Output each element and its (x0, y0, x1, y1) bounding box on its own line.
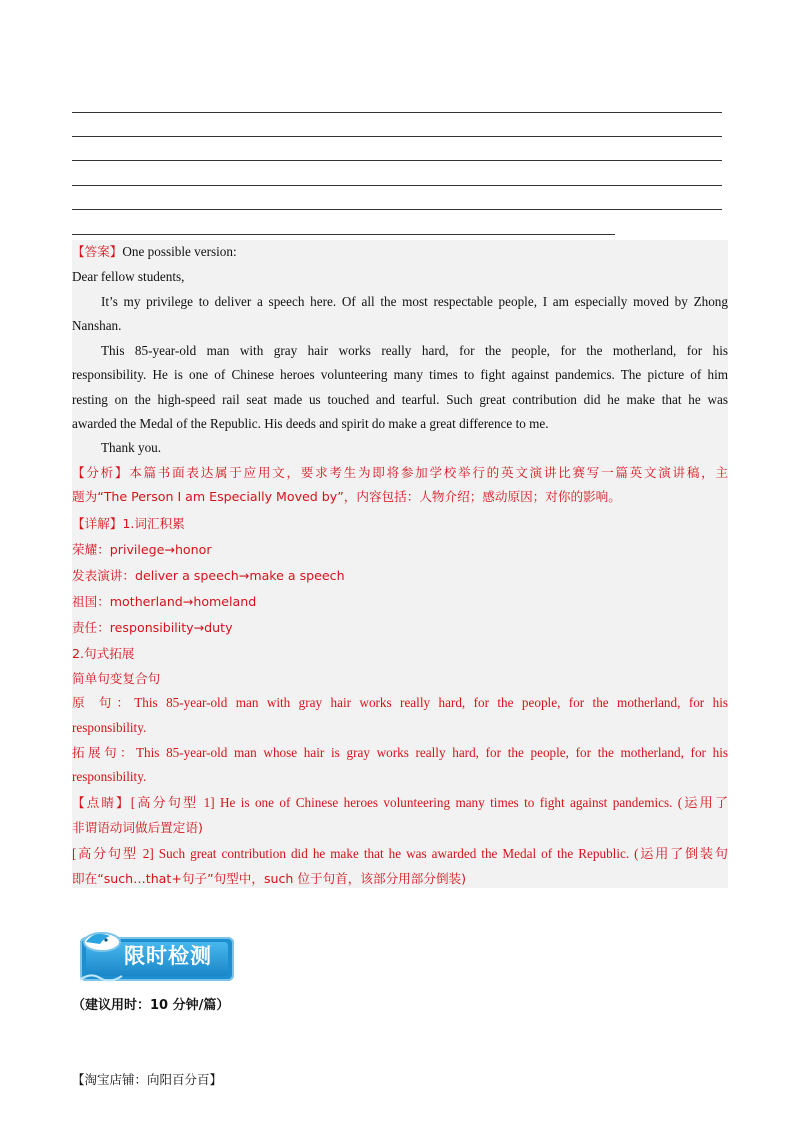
highlight-line: [高分句型 2] Such great contribution did he make that he was awarded the Medal of the Republic. (运用了倒装句 (72, 846, 728, 861)
writing-line (72, 185, 722, 186)
extended-sentence (72, 741, 728, 765)
vocab-item: 责任：responsibility→duty (72, 620, 233, 635)
writing-line (72, 112, 722, 113)
writing-line (72, 136, 722, 137)
writing-line (72, 234, 615, 235)
extended-label: 拓展句： (72, 745, 136, 760)
timed-test-badge (76, 928, 238, 984)
original-label: 原 句： (72, 695, 135, 710)
detail-tag: 【详解】 (72, 516, 123, 531)
essay-line: It’s my privilege to deliver a speech here. Of all the most respectable people, I am especially moved by Zhong (101, 294, 728, 309)
footer-shop: 【淘宝店铺：向阳百分百】 (72, 1072, 223, 1087)
highlight-line: 非谓语动词做后置定语) (72, 820, 203, 835)
suggested-time: （建议用时：10 分钟/篇） (72, 998, 230, 1013)
highlight-tag: 【点睛】 (72, 795, 131, 810)
extended-text: This 85-year-old man whose hair is gray works really hard, for the people, for the motherland, for his (135, 745, 729, 760)
vocab-heading: 1.词汇积累 (122, 516, 185, 531)
essay-closing: Thank you. (101, 440, 162, 455)
writing-line (72, 160, 722, 161)
dolphin-icon (76, 928, 126, 984)
vocab-item: 荣耀：privilege→honor (72, 542, 212, 557)
analysis-text: 本篇书面表达属于应用文，要求考生为即将参加学校举行的英文演讲比赛写一篇英文演讲稿，主 (129, 465, 729, 480)
highlight-text: [高分句型 1] He is one of Chinese heroes volunteering many times to fight against pandemics. (运用了 (130, 795, 729, 810)
original-sentence-cont: responsibility. (72, 720, 147, 735)
answer-intro: One possible version: (122, 244, 237, 259)
vocab-item: 祖国：motherland→homeland (72, 594, 257, 609)
original-sentence (72, 691, 728, 715)
original-text: This 85-year-old man with gray hair works really hard, for the people, for the motherland, for his (134, 695, 728, 710)
writing-line (72, 209, 722, 210)
analysis-tag: 【分析】 (72, 465, 130, 480)
badge-label: 限时检测 (124, 944, 212, 968)
highlight-line (72, 791, 728, 815)
sentence-subheading: 简单句变复合句 (72, 671, 161, 686)
essay-line: This 85-year-old man with gray hair works really hard, for the people, for the motherland, for his (101, 343, 728, 358)
essay-line: awarded the Medal of the Republic. His deeds and spirit do make a great difference to me. (72, 416, 549, 431)
analysis-line (72, 461, 728, 485)
essay-line: responsibility. He is one of Chinese heroes volunteering many times to fight against pandemics. The picture of him (72, 367, 728, 382)
answer-heading (72, 240, 728, 264)
answer-tag: 【答案】 (72, 244, 123, 259)
vocab-item: 发表演讲：deliver a speech→make a speech (72, 568, 345, 583)
essay-line: Nanshan. (72, 318, 122, 333)
highlight-line: 即在“such…that+句子”句型中，such 位于句首，该部分用部分倒装) (72, 871, 467, 886)
sentence-heading: 2.句式拓展 (72, 646, 135, 661)
salutation: Dear fellow students, (72, 269, 185, 284)
detail-heading (72, 512, 728, 536)
essay-line: resting on the high-speed rail seat made us touched and tearful. Such great contribution did he make that he was (72, 392, 728, 407)
analysis-line: 题为“The Person I am Especially Moved by”，内容包括：人物介绍；感动原因；对你的影响。 (72, 489, 621, 504)
extended-sentence-cont: responsibility. (72, 769, 147, 784)
